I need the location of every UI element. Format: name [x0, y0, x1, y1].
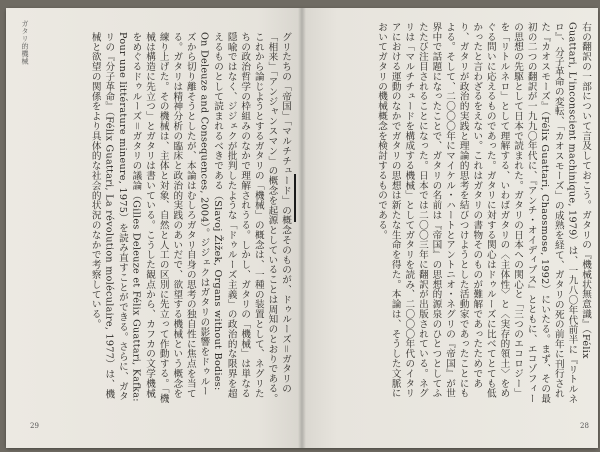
left-page [6, 8, 302, 448]
page-number-right: 28 [580, 422, 589, 430]
left-page-body: グリたちの「帝国」「マルチチュード」の概念そのものが、ドゥルーズ＝ガタリの「相来」「アンジャンスマン」の概念を起源としていることは周知のとおりである。これから論じようとするガタリの「機械」の概念は、一種の装置として、ネグリたちの政治哲学の枠組みのなかで理解されうる。しかし、ガタリの「機械」は単なる隠喩ではなく、ジジェクが批判したような「ドゥルーズ主義」の政治的な限界を超えるものとして読まれるべきである（Slavoj Žižek, Organs without Bodies: On Deleuze and Consequences, 2004）。ジジェクはガタリの影響をドゥルーズから切り離そうとしたが、本論はむしろガタリ自身の思考の独自性に焦点を当てる。ガタリは精神分析の臨床と政治的実践のあいだで、欲望する機械という概念を練り上げた。その機械は、主体と対象、自然と人工の区別に先立って作動する。「機械は構造に先立つ」とガタリは書いている。こうした観点から、カフカの文学機械をめぐるドゥルーズ＝ガタリの議論（Gilles Deleuze et Félix Guattari, Kafka: Pour une littérature mineure, 1975）を読み直すことができる。さらに、ガタリの『分子革命』（Félix Guattari, La révolution moléculaire, 1977）は、機械と欲望の関係をより具体的な社会的状況のなかで考察している。 [89, 32, 291, 404]
book-gutter [298, 8, 306, 448]
open-book [6, 8, 598, 448]
page-number-left: 29 [30, 422, 39, 430]
right-page-body: 右の翻訳の一部について言及しておこう。ガタリの『機械状無意識』（Félix Guattari, L'inconscient machinique, 1979）は、一九八〇年代前半に『リトルネロ』、分子革命の変転、「カオスモーズ」の成熟を経て、ガタリの死の前年に刊行された『カオスモーズ』（Félix Guattari, Chaosmose, 1992）にいたる。まず、その最初の二つの翻訳が一九九〇年代に、『アンチ・オイディプス』とともに、エコゾフィーの思想の先駆として日本で読まれた。ガタリの日本への関心と「三つのエコロジー」を「リトルネロ」として理解する、いわばガタリの〈主体性〉と〈実存的領土〉をめぐる問いに応えるものであった。ガタリに対する関心はドゥルーズに比べてとても低かったと言わざるをえない。これはガタリの書物そのものが難解であったためであり、ガタリが政治的実践と理論的思考を結びつけようとした活動家であったことにもよる。そして、二〇〇〇年にマイケル・ハートとアントニオ・ネグリの『帝国』が世界中で話題になったことで、ガタリの名前は『帝国』の思想的源泉のひとつとしてふたたび注目されることになった。日本では二〇〇三年に翻訳が出版されている。ネグリは「マルチチュードを構成する機械」としてガタリを読み、二〇〇〇年代のイタリアにおける運動のなかでガタリの思想は新たな生命を得た。本論は、そうした文脈においてガタリの機械概念を検討するものである。 [376, 22, 591, 404]
bookmark-ribbon [294, 174, 296, 222]
running-head: ガタリ的機械 [21, 20, 29, 65]
right-page [302, 8, 598, 448]
